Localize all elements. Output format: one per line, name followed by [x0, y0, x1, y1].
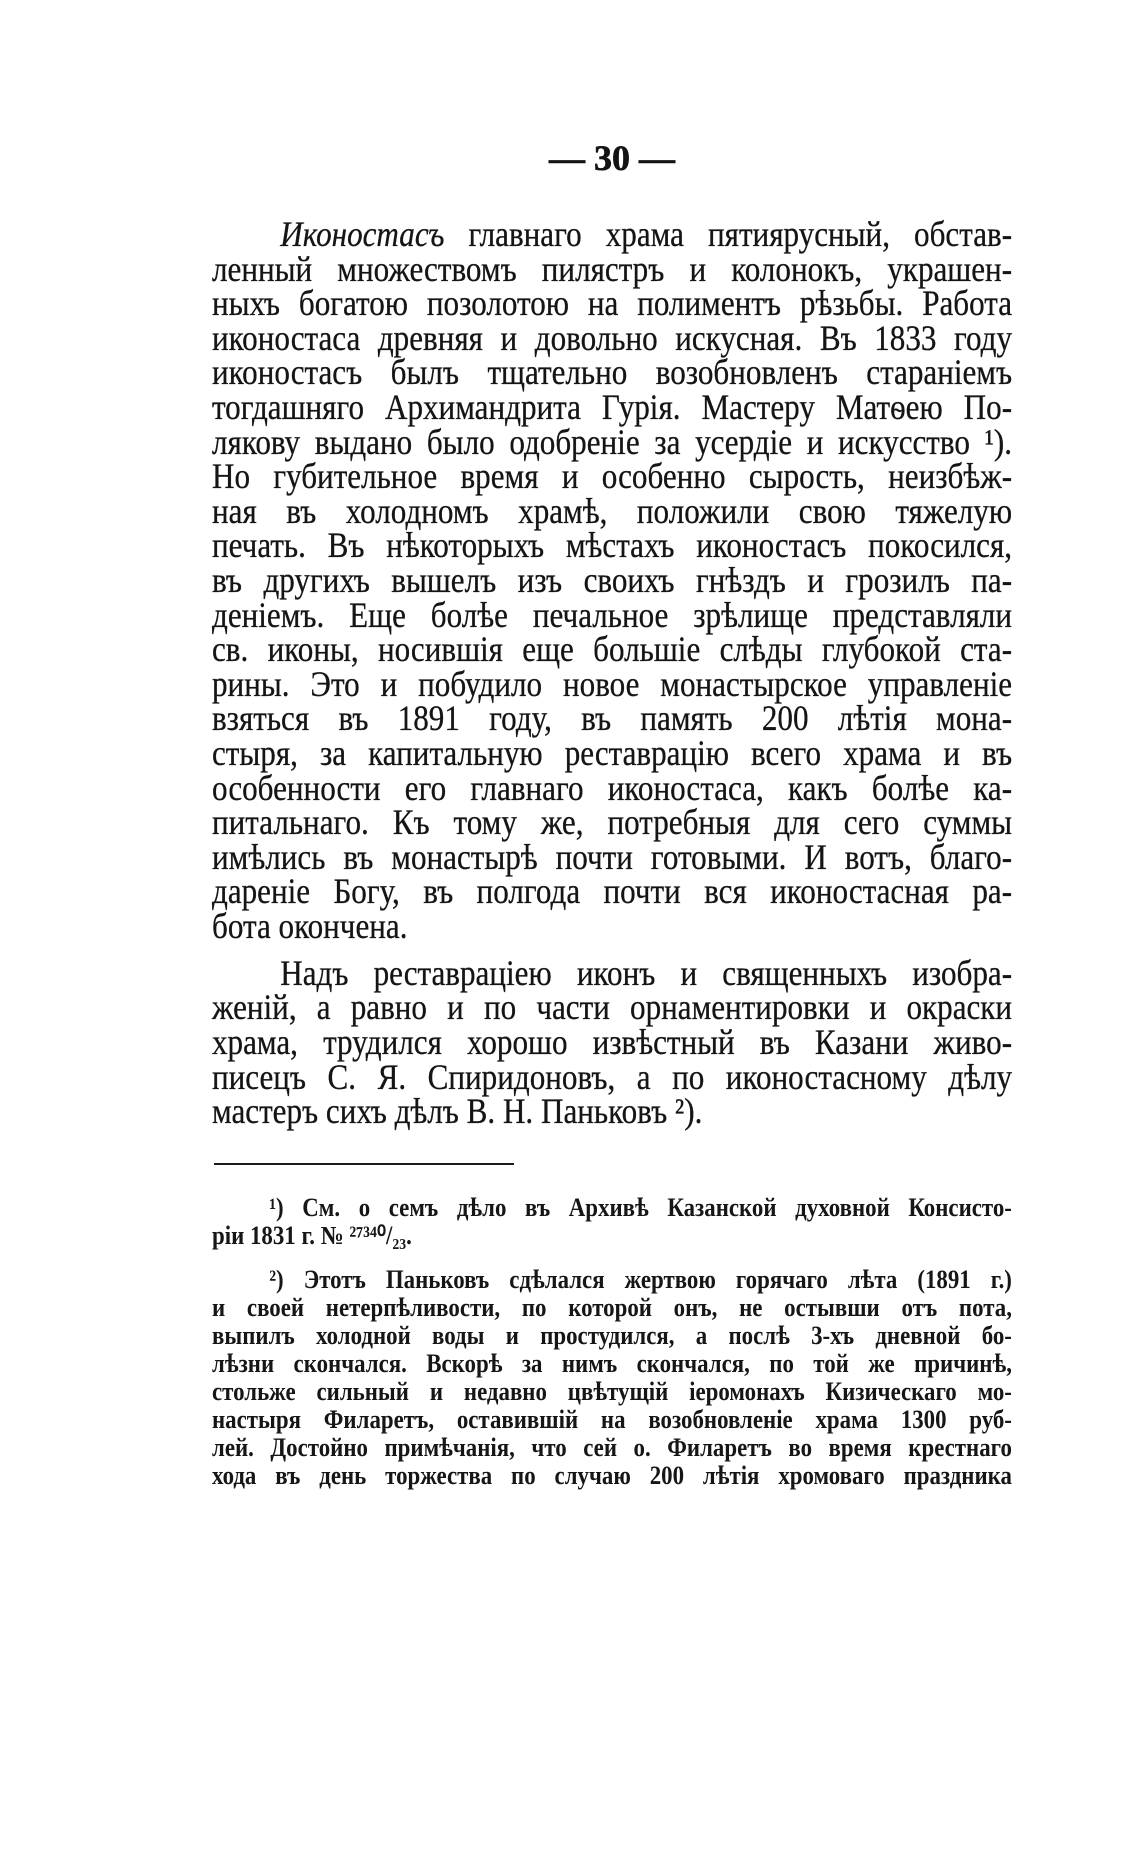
text-line: въ другихъ вышелъ изъ своихъ гнѣздъ и грозилъ па- — [212, 559, 1013, 600]
footnotes — [212, 1194, 1012, 1490]
text-line: особенности его главнаго иконостаса, какъ болѣе ка- — [212, 767, 1013, 808]
text-line: дареніе Богу, въ полгода почти вся иконостасная ра- — [212, 871, 1013, 912]
text-line: рины. Это и побудило новое монастырское управленіе — [212, 663, 1013, 704]
text-line: храма, трудился хорошо извѣстный въ Казани живо- — [212, 1022, 1013, 1063]
text-line: имѣлись въ монастырѣ почти готовыми. И вотъ, благо- — [212, 836, 1013, 877]
main-text — [212, 214, 1013, 1132]
footnote-line: ²) Этотъ Паньковъ сдѣлался жертвою горячаго лѣта (1891 г.) — [269, 1265, 1012, 1294]
paragraph — [212, 952, 1013, 1132]
footnote-line: стольже сильный и недавно цвѣтущій іеромонахъ Кизическаго мо- — [212, 1377, 1012, 1406]
text-line: бота окончена. — [212, 905, 408, 946]
text-line: иконостаса древняя и довольно искусная. Въ 1833 году — [212, 317, 1013, 358]
text-line: писецъ С. Я. Спиридоновъ, а по иконостасному дѣлу — [212, 1056, 1013, 1097]
text-line: лякову выдано было одобреніе за усердіе и искусство ¹). — [212, 421, 1013, 462]
paragraph — [212, 214, 1013, 946]
text-line: питальнаго. Къ тому же, потребныя для сего суммы — [212, 802, 1013, 843]
footnote-line: лей. Достойно примѣчанія, что сей о. Филаретъ во время крестнаго — [212, 1433, 1012, 1462]
footnote-line: ріи 1831 г. № ²⁷³⁴⁰/₂₃. — [212, 1221, 412, 1250]
footnote-line: ¹) См. о семъ дѣло въ Архивѣ Казанской духовной Консисто- — [269, 1193, 1012, 1222]
text-line: стыря, за капитальную реставрацію всего храма и въ — [212, 732, 1013, 773]
text-line — [212, 214, 1013, 254]
text-line: св. иконы, носившія еще большіе слѣды глубокой ста- — [212, 629, 1013, 670]
text-line-rest: главнаго храма пятиярусный, обстав- — [468, 214, 1013, 254]
text-line: женій, а равно и по части орнаментировки и окраски — [212, 987, 1013, 1028]
footnote-line: и своей нетерпѣливости, по которой онъ, не остывши отъ пота, — [212, 1293, 1012, 1322]
footnote-line: выпилъ холодной воды и простудился, а послѣ 3-хъ дневной бо- — [212, 1321, 1012, 1350]
text-line: печать. Въ нѣкоторыхъ мѣстахъ иконостасъ покосился, — [212, 525, 1013, 566]
text-line: ная въ холодномъ храмѣ, положили свою тяжелую — [212, 490, 1013, 531]
text-line: иконостасъ былъ тщательно возобновленъ стараніемъ — [212, 352, 1013, 393]
footnote-line: хода въ день торжества по случаю 200 лѣтія хромоваго праздника — [212, 1461, 1012, 1490]
footnote-rule — [214, 1163, 514, 1165]
text-line: ленный множествомъ пилястръ и колонокъ, украшен- — [212, 248, 1013, 289]
footnote-line: лѣзни скончался. Вскорѣ за нимъ скончался, по той же причинѣ, — [212, 1349, 1012, 1378]
text-line: деніемъ. Еще болѣе печальное зрѣлище представляли — [212, 594, 1013, 635]
text-line: ныхъ богатою позолотою на полиментъ рѣзьбы. Работа — [212, 283, 1013, 324]
footnote — [212, 1194, 1012, 1250]
text-line: тогдашняго Архимандрита Гурія. Мастеру Матѳею По- — [212, 386, 1013, 427]
page-number: — 30 — — [549, 138, 675, 178]
footnote-line: настыря Филаретъ, оставившій на возобновленіе храма 1300 руб- — [212, 1405, 1012, 1434]
text-line: мастеръ сихъ дѣлъ В. Н. Паньковъ ²). — [212, 1091, 703, 1132]
text-line: взяться въ 1891 году, въ память 200 лѣтія мона- — [212, 698, 1013, 739]
text-line: Надъ реставраціею иконъ и священныхъ изобра- — [280, 952, 1013, 993]
footnote — [212, 1266, 1012, 1490]
lead-word: Иконостасъ — [280, 214, 445, 254]
text-line: Но губительное время и особенно сырость, неизбѣж- — [212, 456, 1013, 497]
